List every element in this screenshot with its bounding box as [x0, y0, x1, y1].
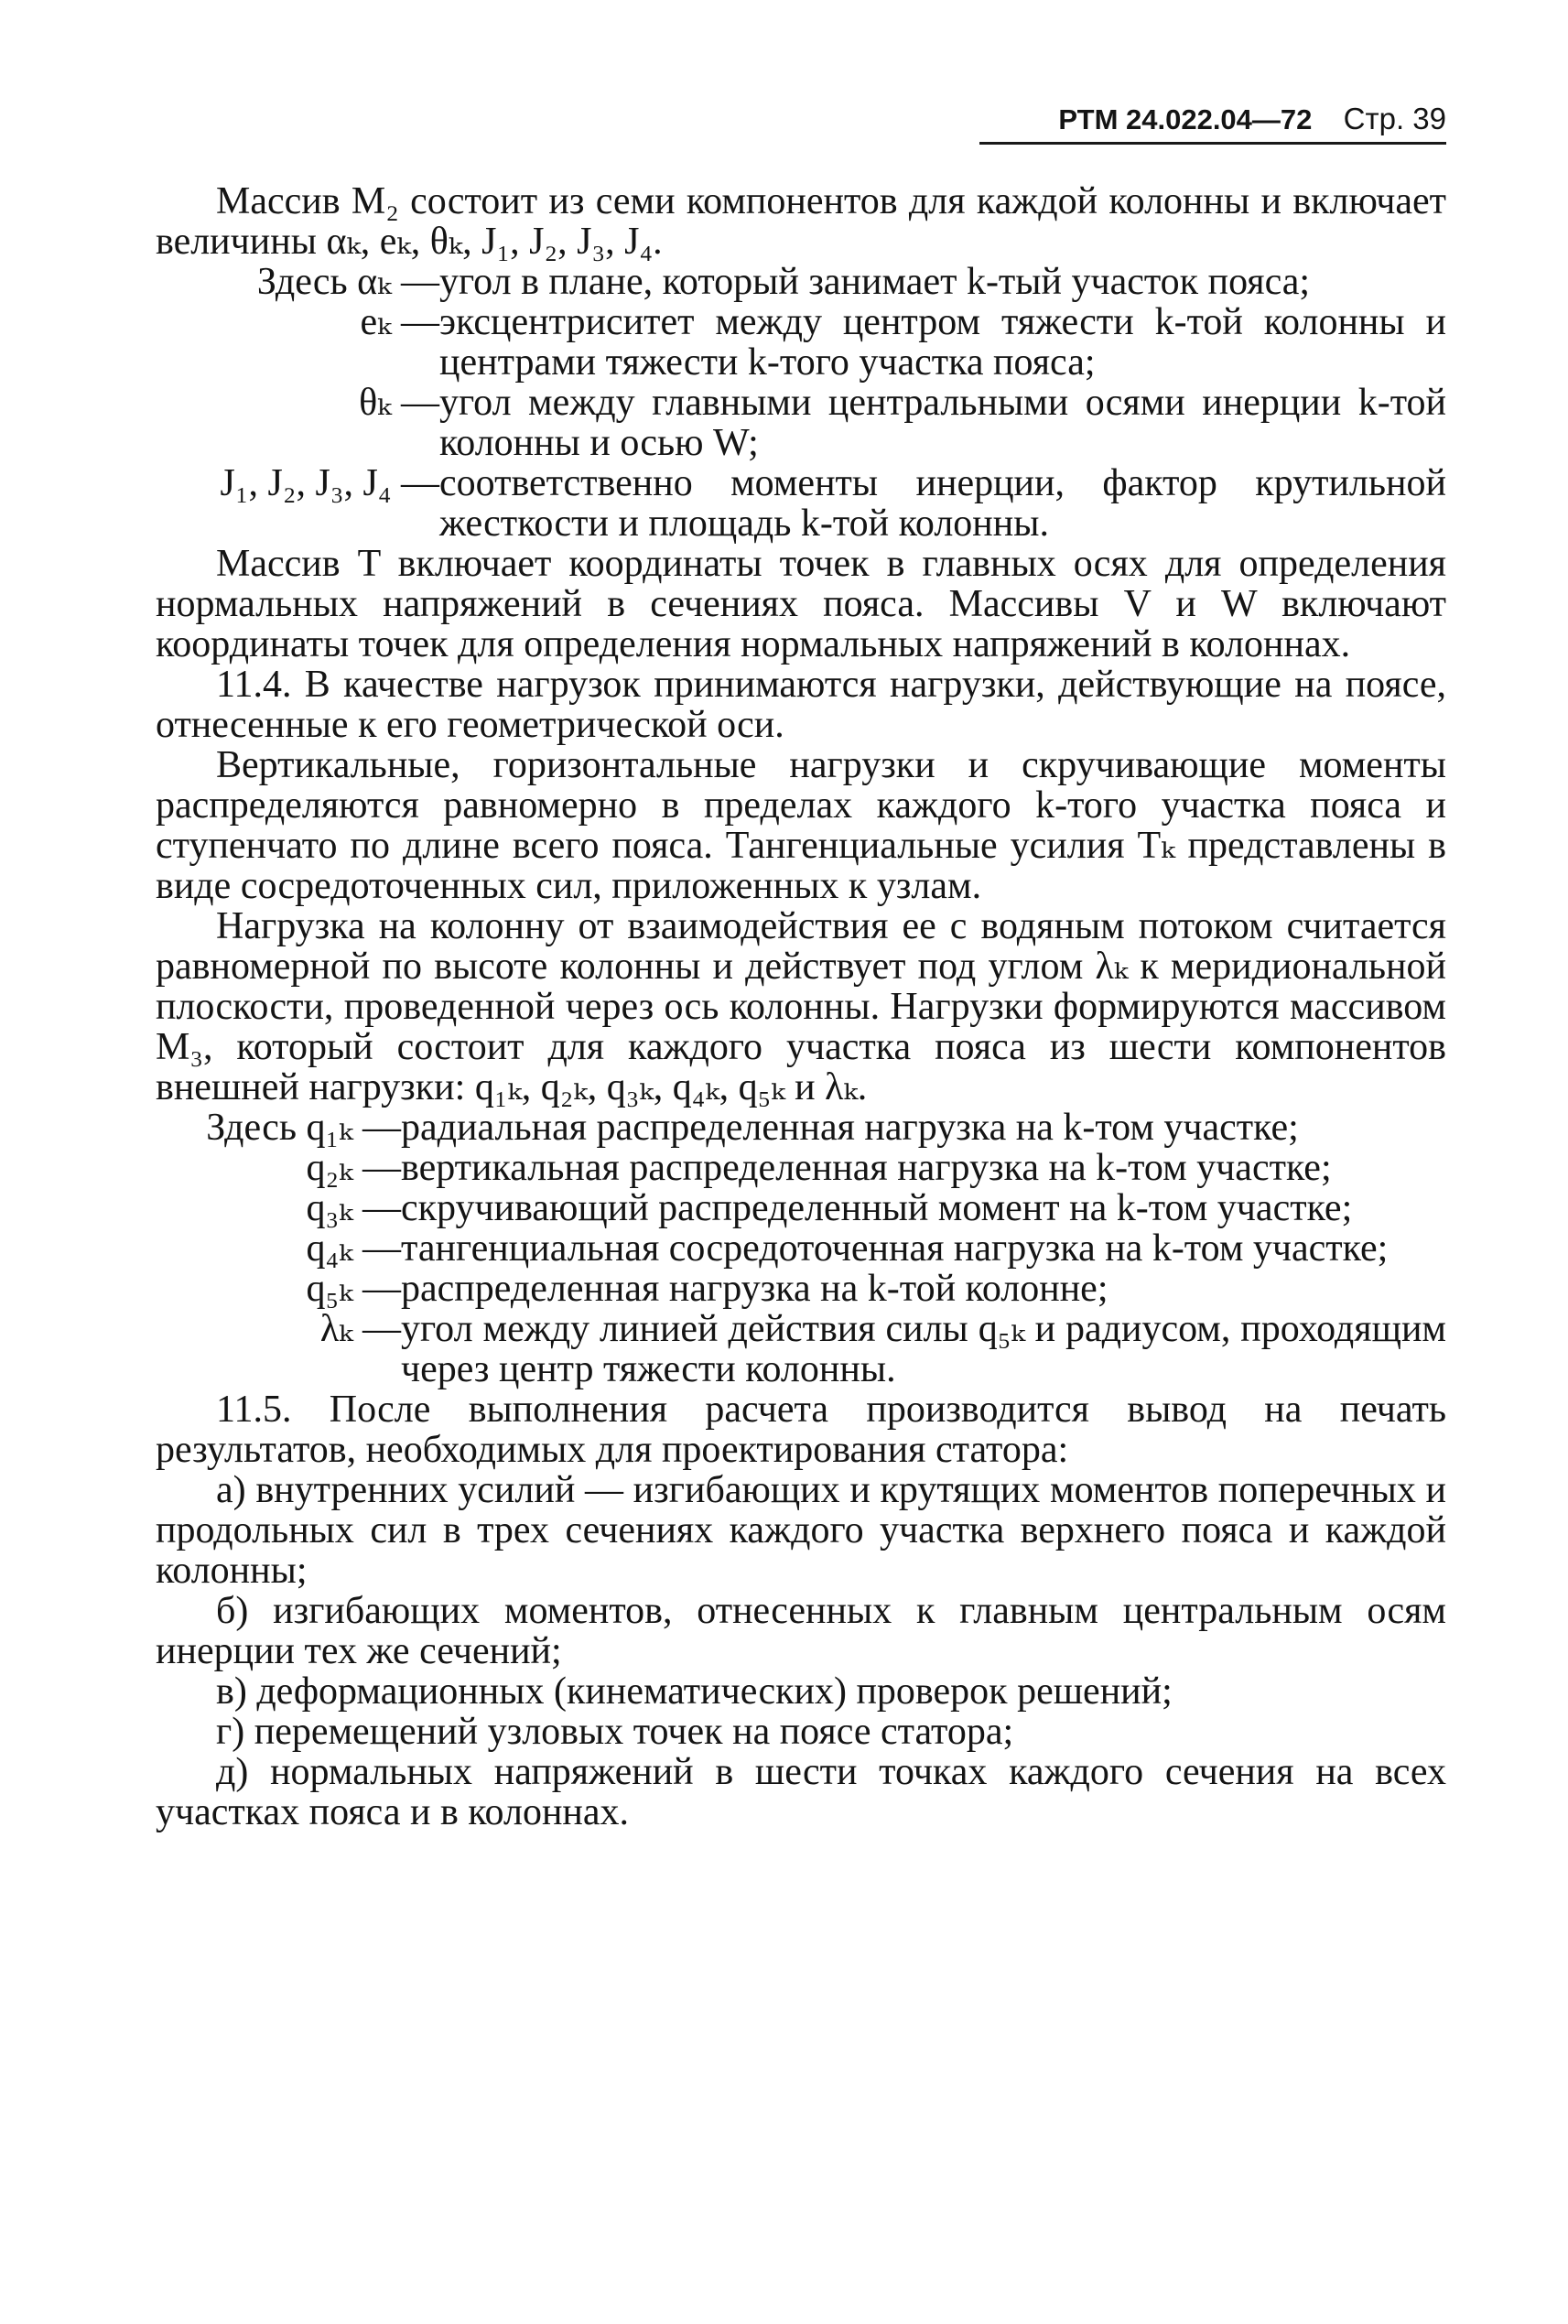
definition-text: соответственно моменты инерции, фактор крутильной жесткости и площадь k-той колонны.: [439, 462, 1446, 545]
page-header: [979, 101, 1446, 145]
document-page: [156, 101, 1446, 1832]
definition-term: λₖ —: [319, 1308, 401, 1350]
definition-term: Здесь q₁ₖ —: [206, 1107, 401, 1149]
definition-term: q₄ₖ —: [306, 1227, 401, 1270]
definition-term: Здесь αₖ —: [256, 261, 439, 303]
definition-term: q₂ₖ —: [306, 1147, 401, 1189]
paragraph-section-11-5: 11.5. После выполнения расчета производится вывод на печать результатов, необходимых для проектирования статора:: [156, 1389, 1446, 1471]
definition-term: J₁, J₂, J₃, J₄ —: [220, 462, 439, 504]
definition-text: угол в плане, который занимает k-тый участок пояса;: [439, 261, 1311, 303]
paragraph-array-m2: Массив M₂ состоит из семи компонентов для каждой колонны и включает величины αₖ, eₖ, θₖ, J₁, J₂, J₃, J₄.: [156, 180, 1446, 263]
document-code: РТМ 24.022.04—72: [1058, 103, 1313, 135]
definition-term: eₖ —: [360, 301, 439, 343]
definitions-m2: [156, 262, 1446, 544]
definition-text: вертикальная распределенная нагрузка на k-том участке;: [401, 1147, 1332, 1189]
definitions-loads: [156, 1108, 1446, 1389]
definition-term: q₅ₖ —: [306, 1268, 401, 1310]
definition-term: θₖ —: [359, 382, 439, 424]
definition-text: радиальная распределенная нагрузка на k-том участке;: [401, 1107, 1299, 1149]
definition-text: тангенциальная сосредоточенная нагрузка на k-том участке;: [401, 1227, 1389, 1270]
list-item-g: г) перемещений узловых точек на поясе статора;: [216, 1711, 1014, 1753]
paragraph-array-t: Массив T включает координаты точек в главных осях для определения нормальных напряжений в сечениях пояса. Массивы V и W включают координаты точек для определения нормальных напряжений в колоннах.: [156, 543, 1446, 665]
definition-term: q₃ₖ —: [306, 1187, 401, 1229]
definition-text: угол между линией действия силы q₅ₖ и радиусом, проходящим через центр тяжести колонны.: [401, 1308, 1446, 1390]
definition-text: эксцентриситет между центром тяжести k-той колонны и центрами тяжести k-того участка пояса;: [439, 301, 1446, 384]
paragraph-column-load: Нагрузка на колонну от взаимодействия ее с водяным потоком считается равномерной по высоте колонны и действует под углом λₖ к меридиональной плоскости, проведенной через ось колонны. Нагрузки формируются массивом M₃, который состоит для каждого участка пояса из шести компонентов внешней нагрузки: q₁ₖ, q₂ₖ, q₃ₖ, q₄ₖ, q₅ₖ и λₖ.: [156, 905, 1446, 1108]
page-number: Стр. 39: [1343, 102, 1446, 135]
definition-text: угол между главными центральными осями инерции k-той колонны и осью W;: [439, 382, 1446, 464]
list-item-d: д) нормальных напряжений в шести точках каждого сечения на всех участках пояса и в колоннах.: [156, 1751, 1446, 1833]
list-item-v: в) деформационных (кинематических) проверок решений;: [216, 1670, 1173, 1713]
paragraph-section-11-4: 11.4. В качестве нагрузок принимаются нагрузки, действующие на поясе, отнесенные к его геометрической оси.: [156, 664, 1446, 746]
paragraph-vertical-loads: Вертикальные, горизонтальные нагрузки и скручивающие моменты распределяются равномерно в пределах каждого k-того участка пояса и ступенчато по длине всего пояса. Тангенциальные усилия Tₖ представлены в виде сосредоточенных сил, приложенных к узлам.: [156, 744, 1446, 907]
list-item-a: а) внутренних усилий — изгибающих и крутящих моментов поперечных и продольных сил в трех сечениях каждого участка верхнего пояса и каждой колонны;: [156, 1469, 1446, 1592]
definition-text: распределенная нагрузка на k-той колонне;: [401, 1268, 1108, 1310]
list-item-b: б) изгибающих моментов, отнесенных к главным центральным осям инерции тех же сечений;: [156, 1590, 1446, 1672]
definition-text: скручивающий распределенный момент на k-том участке;: [401, 1187, 1353, 1229]
